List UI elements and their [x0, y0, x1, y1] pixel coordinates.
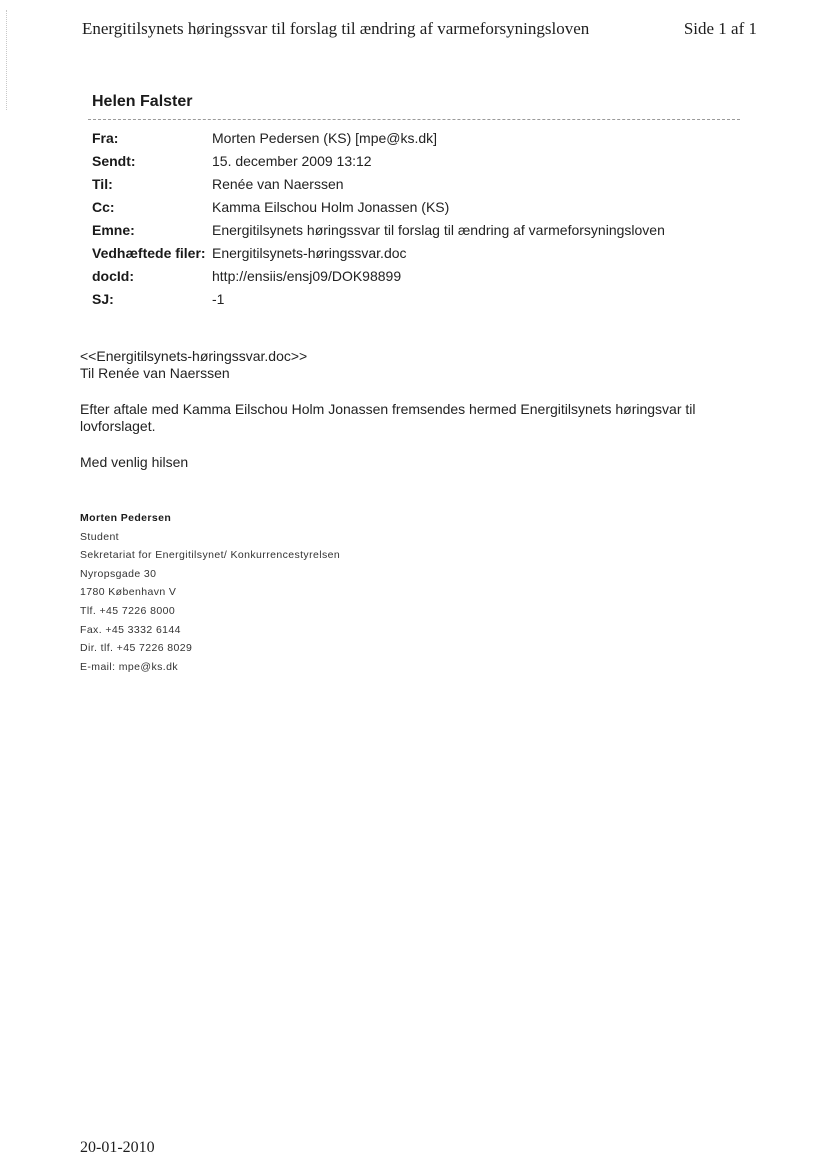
meta-label: docId:	[92, 268, 134, 284]
meta-row-cc	[92, 199, 665, 222]
meta-value-subject: Energitilsynets høringssvar til forslag til ændring af varmeforsyningsloven	[212, 222, 665, 238]
signature-title: Student	[80, 530, 119, 543]
meta-row-attachments	[92, 245, 665, 268]
meta-label: Cc:	[92, 199, 115, 215]
meta-value-from: Morten Pedersen (KS) [mpe@ks.dk]	[212, 130, 438, 146]
print-date: 20-01-2010	[80, 1139, 155, 1156]
meta-label: SJ:	[92, 291, 114, 307]
signature-fax: Fax. +45 3332 6144	[80, 623, 181, 636]
meta-label: Vedhæftede filer:	[92, 245, 206, 261]
closing: Med venlig hilsen	[80, 454, 189, 470]
mailbox-owner-name: Helen Falster	[92, 93, 193, 110]
attachment-reference: <<Energitilsynets-høringssvar.doc>>	[80, 348, 308, 364]
margin-line	[6, 10, 7, 110]
meta-row-sj	[92, 291, 665, 314]
meta-value-attachments: Energitilsynets-høringssvar.doc	[212, 245, 407, 261]
email-body	[80, 348, 720, 471]
meta-row-subject	[92, 222, 665, 245]
meta-value-sent: 15. december 2009 13:12	[212, 153, 372, 169]
meta-value-cc: Kamma Eilschou Holm Jonassen (KS)	[212, 199, 450, 215]
meta-value-to: Renée van Naerssen	[212, 176, 344, 192]
meta-label: Sendt:	[92, 153, 136, 169]
meta-value-sj: -1	[212, 291, 225, 307]
document-header-title: Energitilsynets høringssvar til forslag til ændring af varmeforsyningsloven	[82, 19, 590, 38]
meta-label: Emne:	[92, 222, 135, 238]
meta-value-docid: http://ensiis/ensj09/DOK98899	[212, 268, 402, 284]
signature-direct-phone: Dir. tlf. +45 7226 8029	[80, 642, 193, 655]
meta-row-from	[92, 130, 665, 153]
meta-row-to	[92, 176, 665, 199]
signature-name: Morten Pedersen	[80, 512, 172, 524]
body-paragraph: Efter aftale med Kamma Eilschou Holm Jonassen fremsendes hermed Energitilsynets høringsvar til lovforslaget.	[80, 401, 696, 434]
signature-email: E-mail: mpe@ks.dk	[80, 660, 178, 673]
meta-row-sent	[92, 153, 665, 176]
meta-label: Til:	[92, 176, 113, 192]
salutation: Til Renée van Naerssen	[80, 365, 230, 381]
header-divider	[88, 119, 740, 120]
page-indicator: Side 1 af 1	[683, 19, 757, 38]
signature-organization: Sekretariat for Energitilsynet/ Konkurrencestyrelsen	[80, 549, 341, 562]
email-metadata-table	[92, 130, 665, 314]
signature-city: 1780 København V	[80, 586, 177, 599]
meta-row-docid	[92, 268, 665, 291]
meta-label: Fra:	[92, 130, 119, 146]
signature-phone: Tlf. +45 7226 8000	[80, 604, 176, 617]
signature-block	[80, 511, 340, 678]
signature-street: Nyropsgade 30	[80, 567, 157, 580]
